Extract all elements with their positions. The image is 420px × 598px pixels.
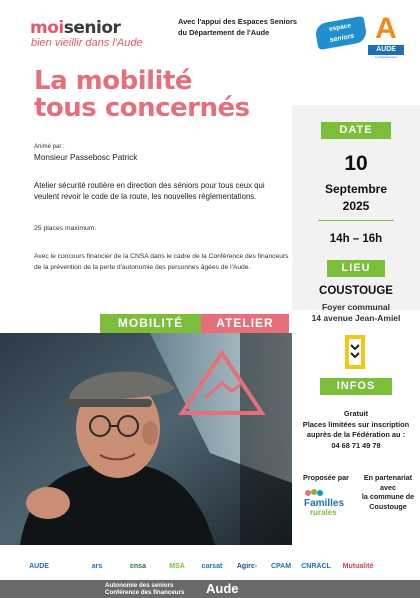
event-year: 2025 (342, 199, 370, 213)
title-line-2: tous concernés (34, 93, 250, 123)
animator-label: Animé par : (34, 144, 65, 150)
title-line-1: La mobilité (34, 66, 193, 96)
familles-rurales-svg (302, 487, 350, 517)
partner-logo: MSA (169, 563, 185, 570)
moisenior-logo (30, 18, 120, 38)
tag-atelier: ATELIER (201, 314, 289, 333)
infos-line-3: auprès de la Fédération au : (306, 430, 406, 439)
logo-moi-text: moi (30, 18, 64, 38)
date-label: DATE (321, 122, 391, 139)
event-day: 10 (344, 152, 368, 175)
partenariat-line-2: avec (380, 482, 396, 492)
partner-logo: cnsa (130, 563, 146, 570)
logo-tagline: bien vieillir dans l'Aude (31, 37, 143, 49)
date-divider (318, 220, 394, 221)
event-hours: 14h – 16h (329, 233, 383, 245)
lieu-label: LIEU (327, 260, 385, 277)
infos-line-2: Places limitées sur inscription (302, 419, 410, 429)
partenariat-text (356, 473, 420, 511)
aude-logo-letter: A (375, 12, 397, 45)
senior-driver-photo (0, 333, 292, 545)
partenariat-line-3: la commune de (361, 492, 415, 501)
footer-org (105, 582, 184, 596)
appui-text (178, 16, 328, 38)
appui-line-1: Avec l'appui des Espaces Seniors (178, 17, 297, 26)
partner-logo: Mutualité (342, 563, 374, 570)
aude-logo-tag: Le Département (375, 55, 397, 59)
footer-line-1: Autonomie des seniors (105, 582, 174, 589)
footer-line-2: Conférence des financeurs (105, 589, 185, 596)
infos-label: INFOS (320, 378, 392, 395)
rurales-word: rurales (310, 508, 337, 517)
familles-word: Familles (304, 498, 345, 509)
road-sign-icon (345, 335, 365, 369)
tag-mobilite: MOBILITÉ (100, 314, 201, 333)
address-line-2: 14 avenue Jean-Amiel (311, 313, 401, 323)
funding-note: Avec le concours financier de la CNSA dans le cadre de la Conférence des financeurs de la prévention de la perte d'autonomie des personnes âgées de l'Aude. (34, 253, 289, 271)
partner-logo: Agirc- (236, 563, 258, 570)
logo-senior-text: senior (63, 18, 121, 38)
partner-logo: ars (91, 563, 103, 570)
espace-badge-line-1: espace (328, 22, 352, 33)
places-max: 25 places maximum. (34, 225, 97, 232)
address-line-1: Foyer communal (321, 302, 391, 312)
partner-logo: CNRACL (301, 563, 331, 570)
infos-gratuit: Gratuit (343, 409, 369, 418)
animator-name: Monsieur Passebosc Patrick (34, 153, 138, 162)
espace-badge-line-2: seniors (329, 32, 355, 45)
aude-department-logo (368, 12, 404, 59)
partner-logo: AUDE (29, 563, 49, 570)
aude-logo-name: AUDE (368, 45, 404, 55)
page-title (34, 68, 250, 122)
appui-line-2: du Département de l'Aude (178, 28, 270, 37)
event-description: Atelier sécurité routière en direction des séniors pour tous ceux qui veulent revoir le code de la route, les nouvelles réglementations. (34, 181, 265, 202)
familles-rurales-logo (302, 487, 350, 517)
event-month: Septembre (324, 182, 388, 196)
driver-illustration (0, 333, 292, 545)
infos-text (292, 409, 420, 451)
partner-logo: carsat (201, 563, 223, 570)
partenariat-line-1: En partenariat (363, 473, 413, 482)
road-sign-svg (345, 335, 365, 369)
event-address (292, 302, 420, 324)
footer-department: Aude (206, 581, 239, 596)
partenariat-line-4: Coustouge (369, 501, 407, 511)
infos-phone: 04 68 71 49 78 (331, 440, 381, 450)
propose-label: Proposée par (303, 473, 349, 482)
event-city: COUSTOUGE (319, 285, 393, 297)
partner-logo: CPAM (270, 563, 292, 570)
